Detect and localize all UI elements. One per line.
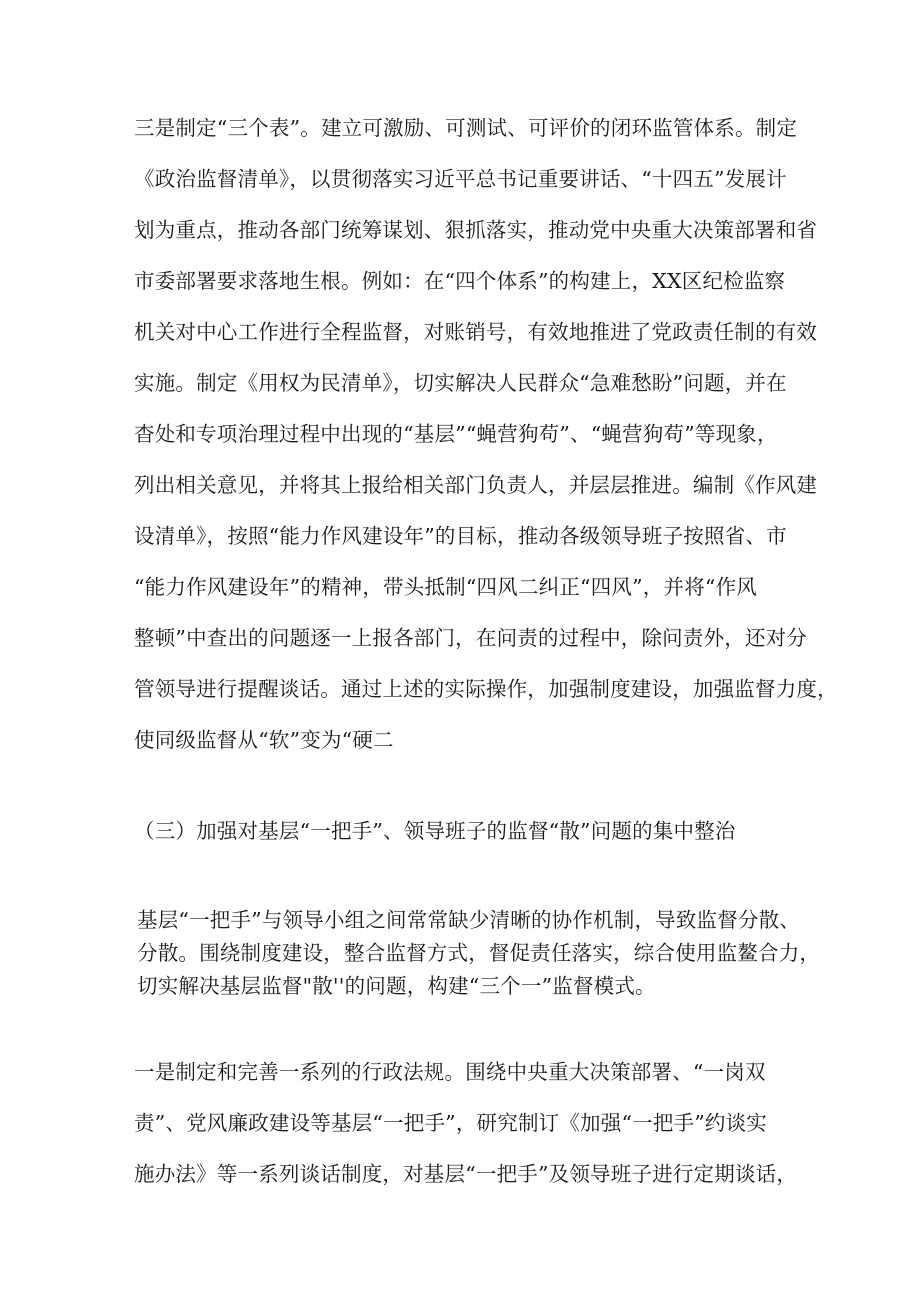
- text-line: 管领导进行提醒谈话。通过上述的实际操作，加强制度建设，加强监督力度，: [134, 677, 838, 701]
- text-line: 杳处和专项治理过程中出现的“基层”“蝇营狗苟”、“蝇营狗苟”等现象，: [134, 422, 778, 446]
- section-heading: （三）加强对基层“一把手”、领导班子的监督“散”问题的集中整治: [134, 819, 736, 843]
- text-line: 市委部署要求落地生根。例如：在“四个体系”的构建上，XX区纪检监察: [134, 269, 786, 293]
- text-line: 切实解决基层监督"散''的问题，构建“三个一”监督模式。: [137, 974, 656, 998]
- text-line: 机关对中心工作进行全程监督，对账销号，有效地推进了党政责任制的有效: [134, 320, 818, 344]
- text-line: 整顿”中查出的问题逐一上报各部门，在问责的过程中，除问责外，还对分: [134, 626, 808, 650]
- text-line: 列出相关意见，并将其上报给相关部门负责人，并层层推进。编制《作风建: [134, 473, 818, 497]
- text-line: 设清单》，按照“能力作风建设年”的目标，推动各级领导班子按照省、市: [134, 524, 787, 548]
- text-line: 责”、党风廉政建设等基层“一把手”，研究制订《加强“一把手”约谈实: [134, 1111, 767, 1135]
- text-line: 实施。制定《用权为民清单》，切实解决人民群众“急难愁盼”问题，并在: [134, 371, 787, 395]
- text-line: 一是制定和完善一系列的行政法规。围绕中央重大决策部署、“一岗双: [134, 1060, 766, 1084]
- text-line: 基层“一把手”与领导小组之间常常缺少清晰的协作机制，导致监督分散、: [137, 908, 801, 932]
- text-line: 分散。围绕制度建设，整合监督方式，督促责任落实，综合使用监鳌合力，: [137, 941, 821, 965]
- text-line: 施办法》等一系列谈话制度，对基层“一把手”及领导班子进行定期谈话，: [134, 1162, 798, 1186]
- text-line: “能力作风建设年”的精神，带头抵制“四风二纠正“四风”，并将“作风: [134, 575, 757, 599]
- text-line: 《政治监督清单》，以贯彻落实习近平总书记重要讲话、“十四五”发展计: [134, 167, 787, 191]
- text-line: 划为重点，推动各部门统筹谋划、狠抓落实，推动党中央重大决策部署和省: [134, 218, 818, 242]
- text-line: 使同级监督从“软”变为“硬二: [134, 728, 394, 752]
- text-line: 三是制定“三个表”。建立可激励、可测试、可评价的闭环监管体系。制定: [134, 116, 798, 140]
